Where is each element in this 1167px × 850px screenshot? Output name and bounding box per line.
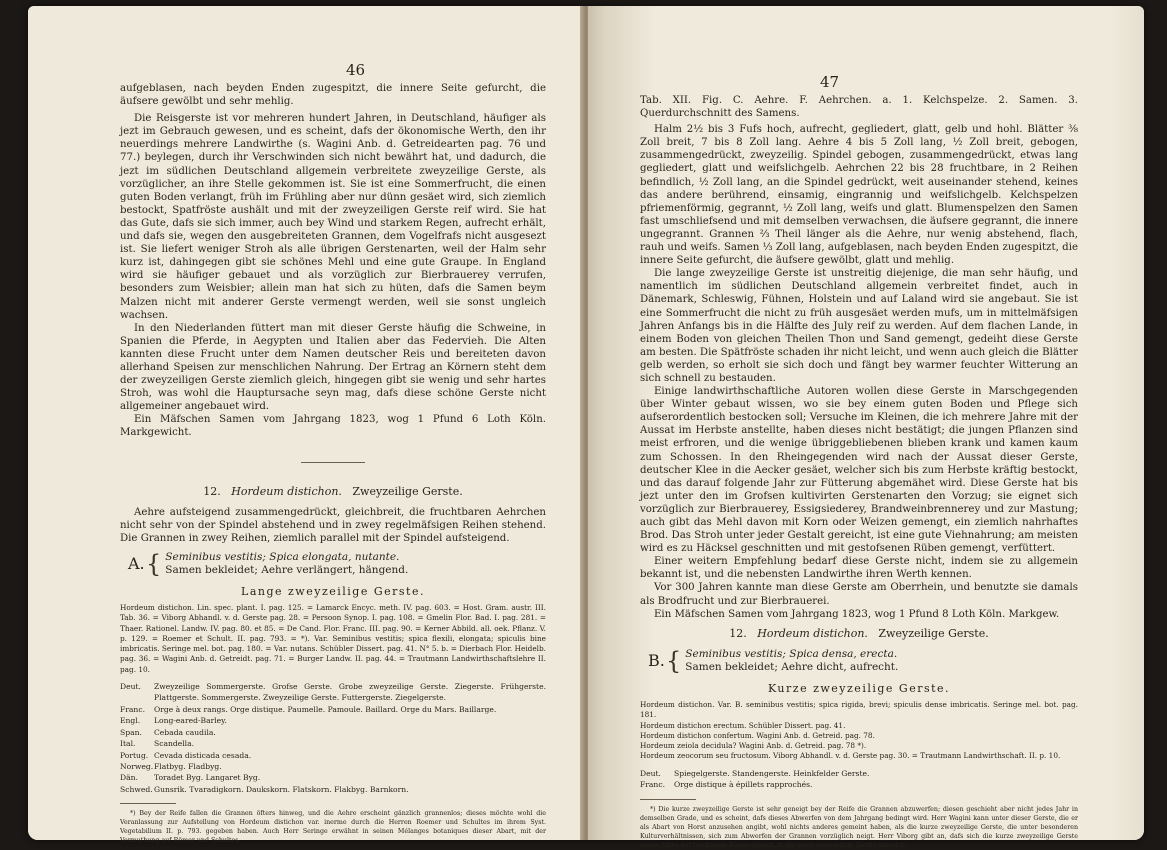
list-item: Portug. Cevada disticada cesada.: [120, 750, 252, 760]
right-footnote-block: [640, 805, 1078, 850]
left-vernacular-list: [120, 681, 546, 795]
right-para-einige: Einige landwirthschaftliche Autoren wollen diese Gerste in Marschgegenden über Winter gebaut wissen, wo sie bey einem guten Boden und Pflege sich aufserordentlich bestocken soll; Versuche im Kleinen, die ich mehrere Jahre mit der Aussat im Herbste anstellte, haben dieses nicht bestätigt; die jungen Pflanzen sind meist erfroren, und die wenige übriggebliebenen blieben krank und kamen kaum zum Schossen. In den Rheingegenden wird nach der Aussat dieser Gerste, deutscher Klee in die Aecker gesäet, welcher sich bis zum Herbste kräftig bestockt, und das darauf folgende Jahr zur Fütterung abgemähet wird. Diese Gerste hat bis jezt unter den im Grofsen kultivirten Gerstenarten den Vorzug; sie eignet sich vorzüglich zur Bierbrauerey, Essigsiederey, Brandweinbrennerey und zur Mastung; auch gibt das Mehl davon mit Korn oder Weizen gemengt, ein ziemlich nahrhaftes Brod. Das Stroh unter jeder Gestalt gereicht, ist eine gute Viehnahrung; am meisten wird es zu Häcksel geschnitten und mit gestofsenen Rüben gemengt, verfüttert.: [640, 386, 1078, 555]
list-item: Hordeum distichon erectum. Schübler Dissert. pag. 41.: [640, 720, 846, 730]
right-footnote: *) Die kurze zweyzeilige Gerste ist sehr geneigt bey der Reife die Grannen abzuwerfen; diesen geschieht aber nicht jedes Jahr in demselben Grade, und es scheint, dafs dieses Abwerfen von dem Jahrgang bedingt wird. Herr Wagini kann unter dieser Gerste, die er als Abart von Horst anzusehen angibt, wohl nichts anderes gemeint haben, als die kurze zweyzeilige Gerste, die unter besonderen Kulturverhältnissen, sich zum Abwerfen der Grannen vorzüglich neigt. Herr Viborg gibt an, dafs sich die kurze zweyzeilige Gerste einige Jahre auf trockenem Boden gebaut, in die lange zweyzeilige Gerste umsetze.: [640, 805, 1078, 849]
right-caption: Tab. XII. Fig. C. Aehre. F. Aehrchen. a. 1. Kelchspelze. 2. Samen. 3. Querdurchschnitt des Samens.: [640, 95, 1078, 120]
list-item: Ital. Scandella.: [120, 739, 195, 749]
left-body: [120, 82, 546, 845]
left-synonyms: Hordeum distichon. Lin. spec. plant. I. pag. 125. = Lamarck Encyc. meth. IV. pag. 603. = Host. Gram. austr. III. Tab. 36. = Viborg Abhandl. v. d. Gerste pag. 28. = Persoon Synop. I. pag. 108. = Gmelin Flor. Bad. I. pag. 281. = Thaer. Rationel. Landw. IV. pag. 80. et 85. = De Cand. Flor. Franc. III. pag. 90. = Kerner Abbild. all. oek. Pflanz. V. p. 129. = Roemer et Schult. II. pag. 793. = *). Var. Seminibus vestitis; spica flexili, elongata; spiculis bine imbricatis. Seringe mel. bot. pag. 180. = Var. nutans. Schübler Dissert. pag. 41. N° 5. b. = Dierbach Flor. Heidelb. pag. 36. = Wagini Anb. d. Getreidt. pag. 71. = Burger Landw. II. pag. 44. = Trautmann Landwirthschaftslehre II. pag. 10.: [120, 603, 546, 674]
right-variety-letter: B.: [648, 651, 665, 671]
left-variety-latin: Seminibus vestitis; Spica elongata, nutante.: [165, 550, 400, 563]
left-page-number: 46: [346, 61, 366, 79]
list-item: Deut. Zweyzeilige Sommergerste. Grofse Gerste. Grobe zweyzeilige Gerste. Ziegerste. Frühgerste. Plattgerste. Sommergerste. Zweyzeilige Gerste. Futtergerste. Ziegelgerste.: [120, 682, 546, 703]
right-variety-german: Samen bekleidet; Aehre dicht, aufrecht.: [685, 660, 899, 673]
left-section-number: 12.: [203, 484, 221, 498]
list-item: Engl. Long-eared-Barley.: [120, 716, 227, 726]
left-page: [28, 6, 584, 845]
right-body: [640, 94, 1078, 850]
left-para-intro: aufgeblasen, nach beyden Enden zugespitzt, die innere Seite gefurcht, die äufsere gewölbt und sehr mehlig.: [120, 83, 546, 108]
right-vernacular-list: [640, 768, 1078, 791]
left-variety-german: Samen bekleidet; Aehre verlängert, hängend.: [165, 563, 409, 576]
list-item: Dän. Toradet Byg. Langaret Byg.: [120, 773, 261, 783]
left-section-desc: Aehre aufsteigend zusammengedrückt, gleichbreit, die fruchtbaren Aehrchen nicht sehr von der Spindel abstehend und in zwey regelmäfsigen Reihen stehend. Die Grannen in zwey Reihen, ziemlich parallel mit der Spindel aufsteigend.: [120, 506, 546, 544]
left-footnote-rule: [120, 803, 176, 804]
right-para-massi: Ein Mäfschen Samen vom Jahrgang 1823, wog 1 Pfund 8 Loth Köln. Markgew.: [654, 608, 1060, 620]
right-brace-icon: {: [666, 646, 682, 675]
right-page: [588, 6, 1144, 849]
left-variety-letter: A.: [128, 554, 145, 574]
book-spread: [28, 6, 1144, 849]
list-item: Franc. Orge à deux rangs. Orge distique. Paumelle. Pamoule. Baillard. Orge du Mars. Baillarge.: [120, 704, 497, 714]
left-section-name: Hordeum distichon.: [231, 484, 342, 498]
left-synonyms-block: [120, 603, 546, 675]
list-item: Hordeum distichon. Var. B. seminibus vestitis; spica rigida, brevi; spiculis dense imbricatis. Seringe mel. bot. pag. 181.: [640, 699, 1078, 720]
left-brace-icon: {: [146, 549, 162, 578]
left-variety: [128, 551, 546, 577]
left-footnote: *) Bey der Reife fallen die Grannen öfters hinweg, und die Aehre erscheint gänzlich grannenlos; dieses möchte wohl die Veranlassung zur Aufstellung von Hordeum distichon var. inerme durch die Herren Roemer und Schultes im ihrem Syst. Vegetabilium II. p. 793. gegeben haben. Auch Herr Seringe erwähnt in seinen Mélanges botaniques dieser Abart, mit der Vermuthung auf Römer und Schultes.: [120, 810, 546, 845]
right-subheading: Kurze zweyzeilige Gerste.: [767, 681, 951, 695]
list-item: Norweg. Flatbyg. Fladbyg.: [120, 761, 222, 771]
list-item: Deut. Spiegelgerste. Standengerste. Heinkfelder Gerste.: [640, 768, 870, 778]
left-section-title: [120, 485, 546, 498]
right-variety-latin: Seminibus vestitis; Spica densa, erecta.: [685, 647, 898, 660]
right-synonyms-block: [640, 700, 1078, 762]
list-item: Hordeum zeiola decidula? Wagini Anb. d. Getreid. pag. 78 *).: [640, 741, 867, 751]
right-section-title: [640, 627, 1078, 640]
right-footnote-rule: [640, 799, 696, 800]
left-subheading: Lange zweyzeilige Gerste.: [241, 584, 425, 598]
right-para-einer: Einer weitern Empfehlung bedarf diese Gerste nicht, indem sie zu allgemein bekannt ist, und die nebensten Landwirthe ihren Werth kennen.: [640, 556, 1078, 581]
right-para-die-lange: Die lange zweyzeilige Gerste ist unstreitig diejenige, die man sehr häufig, und namentlich im südlichen Deutschland allgemein verbreitet findet, auch in Dänemark, Schleswig, Fühnen, Holstein und auf Laland wird sie angebaut. Sie ist eine Sommerfrucht die nicht zu früh ausgesäet werden mufs, um in mittelmäfsigen Jahren Anfangs bis in die Hälfte des July reif zu werden. Auf dem flachen Lande, in einem Boden von gleichen Theilen Thon und Sand gemengt, gedeiht diese Gerste am besten. Die Spätfröste schaden ihr nicht leicht, und wenn auch gleich die Blätter gelb werden, so erholt sie sich doch und fängt bey warmer feuchter Witterung an sich schnell zu bestauden.: [640, 268, 1078, 384]
left-para-reisgerste: Die Reisgerste ist vor mehreren hundert Jahren, in Deutschland, häufiger als jezt im Gebrauch gewesen, und es scheint, dafs der ökonomische Werth, den ihr neuerdings mehrere Landwirthe (s. Wagini Anb. d. Getreidearten pag. 76 und 77.) beylegen, durch ihr Verschwinden sich nicht bewährt hat, und dadurch, die jezt im südlichen Deutschland allgemein verbreitete zweyzeilige Gerste, als vorzüglicher, an ihre Stelle gekommen ist. Sie ist eine Sommerfrucht, die einen guten Boden verlangt, früh im Frühling aber nur dünn gesäet wird, sich ziemlich bestockt, Spatfröste aushält und mit der zweyzeiligen Gerste reif wird. Sie hat das Gute, dafs sie sich immer, auch bey Wind und starkem Regen, aufrecht erhält, und dafs sie, wegen den ausgebreiteten Grannen, dem Vogelfrafs nicht ausgesezt ist. Sie liefert weniger Stroh als alle übrigen Gerstenarten, weil der Halm sehr kurz ist, dahingegen gibt sie schönes Mehl und eine gute Graupe. In England wird sie häufiger gebauet und als vorzüglich zur Bierbrauerey verrufen, besonders zum Weisbier; allein man hat sich zu hüten, dafs die Samen beym Malzen nicht mit anderer Gerste vermengt werden, weil sie sonst ungleich wachsen.: [120, 113, 546, 321]
right-section-name: Hordeum distichon.: [757, 626, 868, 640]
right-page-number: 47: [820, 73, 840, 91]
right-variety: [648, 648, 1078, 674]
list-item: Franc. Orge distique à épillets rapprochés.: [640, 780, 813, 790]
list-item: Hordeum distichon confertum. Wagini Anb. d. Getreid. pag. 78.: [640, 730, 875, 740]
list-item: Hordeum zeocorum seu fructosum. Viborg Abhandl. v. d. Gerste pag. 30. = Trautmann Landwirthschaft. II. p. 10.: [640, 751, 1061, 761]
list-item: Schwed. Gunsrik. Tvaradigkorn. Daukskorn. Flatskorn. Flakbyg. Barnkorn.: [120, 784, 409, 794]
left-para-niederlanden: In den Niederlanden füttert man mit dieser Gerste häufig die Schweine, in Spanien die Pferde, in Aegypten und Italien aber das Federvieh. Die Alten kannten diese Frucht unter dem Namen deutscher Reis und bereiteten davon allerhand Speisen zur menschlichen Nahrung. Der Ertrag an Körnern steht dem der zweyzeiligen Gerste ziemlich gleich, hingegen gibt sie wenig und sehr hartes Stroh, was wohl die Hauptursache seyn mag, dafs diese schöne Gerste nicht allgemeiner angebauet wird.: [120, 322, 546, 413]
left-para-massi: Ein Mäfschen Samen vom Jahrgang 1823, wog 1 Pfund 6 Loth Köln. Markgewicht.: [120, 414, 546, 439]
left-separator: [301, 462, 365, 463]
right-section-common: Zweyzeilige Gerste.: [878, 626, 989, 640]
right-para-vor: Vor 300 Jahren kannte man diese Gerste am Oberrhein, und benutzte sie damals als Brodfrucht und zur Bierbrauerei.: [640, 582, 1078, 607]
left-footnote-block: [120, 809, 546, 845]
right-section-number: 12.: [729, 626, 747, 640]
right-para-halm: Halm 2½ bis 3 Fufs hoch, aufrecht, gegliedert, glatt, gelb und hohl. Blätter ⅜ Zoll breit, 7 bis 8 Zoll lang. Aehre 4 bis 5 Zoll lang, ½ Zoll breit, gebogen, zusammengedrückt, zweyzeilig. Spindel gebogen, zusammengedrückt, etwas lang gegliedert, glatt und weifslichgelb. Aehrchen 22 bis 28 fruchtbare, in 2 Reihen befindlich, ½ Zoll lang, an die Spindel gedrückt, weit auseinander stehend, keines das andere berührend, einsamig, eingrannig und weifslichgelb. Kelchspelzen pfriemenförmig, gegrannt, ½ Zoll lang, weifs und glatt. Blumenspelzen den Samen fast umschliefsend und mit demselben verwachsen, die äufsere gegrannt, die innere ungegrannt. Grannen ⅔ Theil länger als die Aehre, nur wenig abstehend, flach, rauh und weifs. Samen ⅓ Zoll lang, aufgeblasen, nach beyden Enden zugespitzt, die innere Seite gefurcht, die äufsere gewölbt, glatt und mehlig.: [640, 124, 1078, 267]
list-item: Span. Cebada caudila.: [120, 727, 216, 737]
left-section-common: Zweyzeilige Gerste.: [352, 484, 463, 498]
